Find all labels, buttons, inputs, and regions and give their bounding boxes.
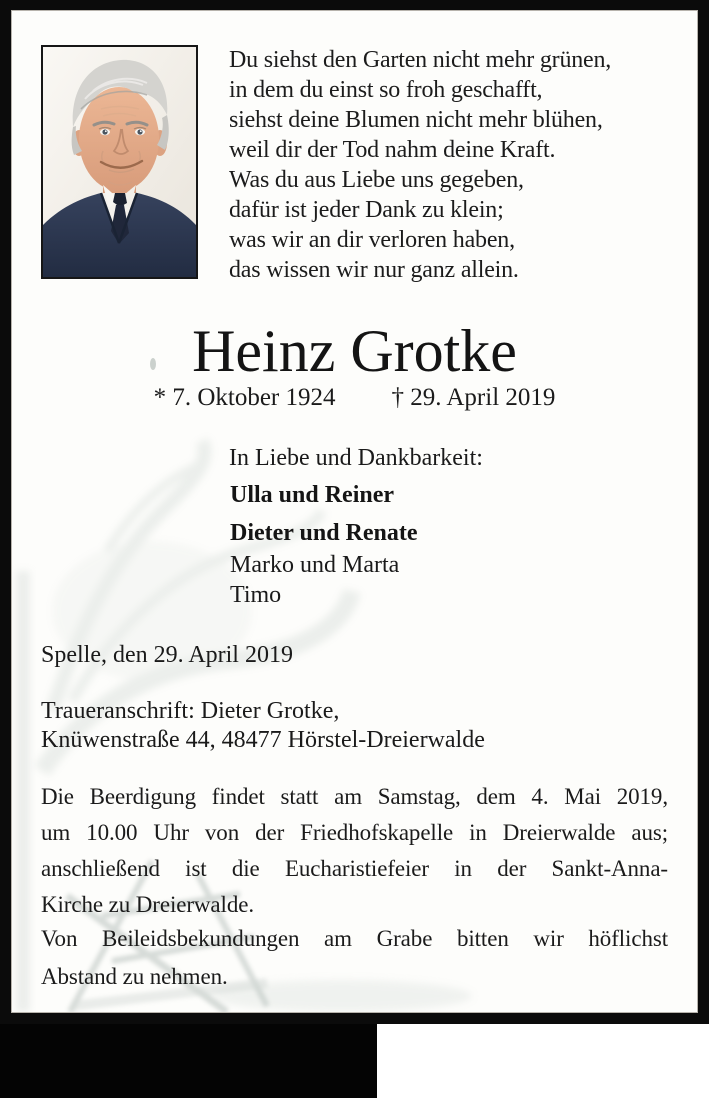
family-name-line: Dieter und Renate (230, 520, 418, 546)
life-dates (12, 383, 697, 413)
poem-line: in dem du einst so froh geschafft, (229, 77, 543, 103)
notice-card (11, 10, 698, 1013)
poem-line: weil dir der Tod nahm deine Kraft. (229, 137, 556, 163)
funeral-details-paragraph (41, 779, 668, 923)
condolence-note (41, 920, 668, 996)
portrait-photo (41, 45, 198, 279)
family-name-line: Marko und Marta (230, 552, 400, 578)
family-name-line: Timo (230, 582, 282, 608)
mourning-address-line: Traueranschrift: Dieter Grotke, (41, 698, 340, 724)
funeral-line: Die Beerdigung findet statt am Samstag, dem 4. Mai 2019, (41, 784, 668, 809)
poem-line: das wissen wir nur ganz allein. (229, 257, 519, 283)
poem-line: Du siehst den Garten nicht mehr grünen, (229, 47, 612, 73)
birth-date: * 7. Oktober 1924 (153, 384, 336, 411)
tribute-intro: In Liebe und Dankbarkeit: (229, 445, 483, 471)
funeral-line: anschließend ist die Eucharistiefeier in der Sankt-Anna- (41, 856, 668, 881)
bottom-right-white-area (377, 1024, 709, 1098)
poem-line: dafür ist jeder Dank zu klein; (229, 197, 504, 223)
death-date: † 29. April 2019 (391, 384, 556, 411)
left-edge-smudge (16, 571, 30, 1012)
deceased-name: Heinz Grotke (192, 318, 517, 384)
memorial-poem (229, 45, 691, 285)
funeral-line: um 10.00 Uhr von der Friedhofskapelle in Dreierwalde aus; (41, 820, 668, 845)
poem-line: Was du aus Liebe uns gegeben, (229, 167, 524, 193)
mourning-address-line: Knüwenstraße 44, 48477 Hörstel-Dreierwalde (41, 727, 485, 753)
poem-line: was wir an dir verloren haben, (229, 227, 515, 253)
place-dateline: Spelle, den 29. April 2019 (41, 642, 293, 668)
condolence-line: Von Beileidsbekundungen am Grabe bitten wir höflichst (41, 926, 668, 951)
condolence-line: Abstand zu nehmen. (41, 964, 228, 989)
family-name-line: Ulla und Reiner (230, 482, 395, 508)
poem-line: siehst deine Blumen nicht mehr blühen, (229, 107, 603, 133)
funeral-line: Kirche zu Dreierwalde. (41, 892, 254, 917)
portrait-illustration (43, 47, 196, 277)
bottom-left-black-block (0, 1024, 377, 1098)
mourning-address (41, 697, 485, 755)
